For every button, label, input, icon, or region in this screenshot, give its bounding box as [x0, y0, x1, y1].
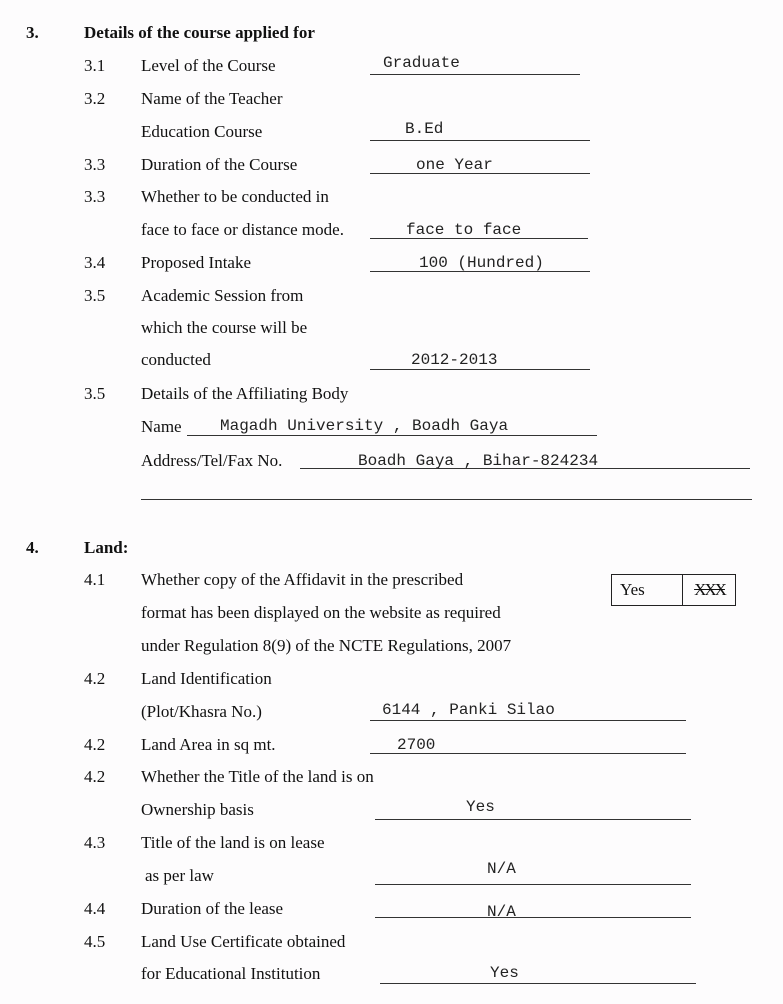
- item-4-4-underline: [375, 917, 691, 918]
- item-3-3b-number: 3.3: [84, 187, 106, 206]
- item-4-2a-label-line2: (Plot/Khasra No.): [141, 702, 262, 721]
- item-4-4-number: 4.4: [84, 899, 106, 918]
- item-4-1-label-line3: under Regulation 8(9) of the NCTE Regulations, 2007: [141, 636, 512, 655]
- item-3-5a-label-line2: which the course will be: [141, 318, 308, 337]
- item-4-2a-number: 4.2: [84, 669, 106, 688]
- item-3-5a-underline: [370, 369, 590, 370]
- section-4-title: Land:: [84, 538, 129, 557]
- item-3-2-label-line1: Name of the Teacher: [141, 89, 283, 108]
- item-4-3-label-line2: as per law: [145, 866, 214, 885]
- item-3-5b-number: 3.5: [84, 384, 106, 403]
- item-4-1-label-line1: Whether copy of the Affidavit in the prescribed: [141, 570, 464, 589]
- affidavit-yes-cell: Yes: [620, 580, 645, 599]
- item-3-3a-number: 3.3: [84, 155, 106, 174]
- item-4-2b-label: Land Area in sq mt.: [141, 735, 276, 754]
- item-4-2c-label-line1: Whether the Title of the land is on: [141, 767, 374, 786]
- item-4-2c-underline: [375, 819, 691, 820]
- affiliating-address-underline: [300, 468, 750, 469]
- item-4-5-underline: [380, 983, 696, 984]
- item-4-2c-label-line2: Ownership basis: [141, 800, 254, 819]
- item-4-5-value: Yes: [490, 964, 519, 982]
- item-3-4-label: Proposed Intake: [141, 253, 252, 272]
- item-3-3a-value: one Year: [416, 156, 493, 174]
- section-3-title: Details of the course applied for: [84, 23, 315, 42]
- item-3-5a-label-line1: Academic Session from: [141, 286, 304, 305]
- item-4-2a-underline: [370, 720, 686, 721]
- item-4-5-label-line2: for Educational Institution: [141, 964, 321, 983]
- item-3-5a-label-line3: conducted: [141, 350, 211, 369]
- item-4-4-value: N/A: [487, 903, 516, 921]
- item-4-1-label-line2: format has been displayed on the website as required: [141, 603, 501, 622]
- item-3-1-label: Level of the Course: [141, 56, 276, 75]
- affiliating-name-label: Name: [141, 417, 182, 436]
- item-4-2c-value: Yes: [466, 798, 495, 816]
- section-3-number: 3.: [26, 23, 39, 42]
- item-3-1-underline: [370, 74, 580, 75]
- affiliating-address-label: Address/Tel/Fax No.: [141, 451, 283, 470]
- item-4-2b-value: 2700: [397, 736, 436, 754]
- item-3-5a-value: 2012-2013: [411, 351, 498, 369]
- section-4-number: 4.: [26, 538, 39, 557]
- item-3-2-underline: [370, 140, 590, 141]
- item-4-2c-number: 4.2: [84, 767, 106, 786]
- item-4-2a-label-line1: Land Identification: [141, 669, 272, 688]
- item-4-5-label-line1: Land Use Certificate obtained: [141, 932, 346, 951]
- affidavit-no-cell-struck: XXX: [682, 575, 736, 605]
- affiliating-name-underline: [187, 435, 597, 436]
- item-3-1-number: 3.1: [84, 56, 106, 75]
- item-4-5-number: 4.5: [84, 932, 106, 951]
- item-3-3b-label-line2: face to face or distance mode.: [141, 220, 344, 239]
- item-3-5a-number: 3.5: [84, 286, 106, 305]
- item-3-3b-label-line1: Whether to be conducted in: [141, 187, 329, 206]
- item-4-3-number: 4.3: [84, 833, 106, 852]
- item-3-2-number: 3.2: [84, 89, 106, 108]
- item-4-1-number: 4.1: [84, 570, 106, 589]
- affiliating-address-extra-line: [141, 499, 752, 500]
- item-3-3a-label: Duration of the Course: [141, 155, 298, 174]
- item-3-2-value: B.Ed: [405, 120, 444, 138]
- item-4-3-underline: [375, 884, 691, 885]
- item-3-2-label-line2: Education Course: [141, 122, 263, 141]
- item-3-4-number: 3.4: [84, 253, 106, 272]
- item-3-4-underline: [370, 271, 590, 272]
- item-3-3b-underline: [370, 238, 588, 239]
- affidavit-yes-no-box: [611, 574, 736, 606]
- item-4-2b-underline: [370, 753, 686, 754]
- affiliating-name-value: Magadh University , Boadh Gaya: [220, 417, 509, 435]
- item-4-3-value: N/A: [487, 860, 516, 878]
- item-3-3b-value: face to face: [406, 221, 522, 239]
- item-4-4-label: Duration of the lease: [141, 899, 284, 918]
- item-4-2a-value: 6144 , Panki Silao: [382, 701, 555, 719]
- item-4-2b-number: 4.2: [84, 735, 106, 754]
- item-3-3a-underline: [370, 173, 590, 174]
- item-3-1-value: Graduate: [383, 54, 460, 72]
- item-4-3-label-line1: Title of the land is on lease: [141, 833, 325, 852]
- affiliating-address-value: Boadh Gaya , Bihar-824234: [358, 452, 599, 470]
- item-3-4-value: 100 (Hundred): [419, 254, 544, 272]
- item-3-5b-label: Details of the Affiliating Body: [141, 384, 349, 403]
